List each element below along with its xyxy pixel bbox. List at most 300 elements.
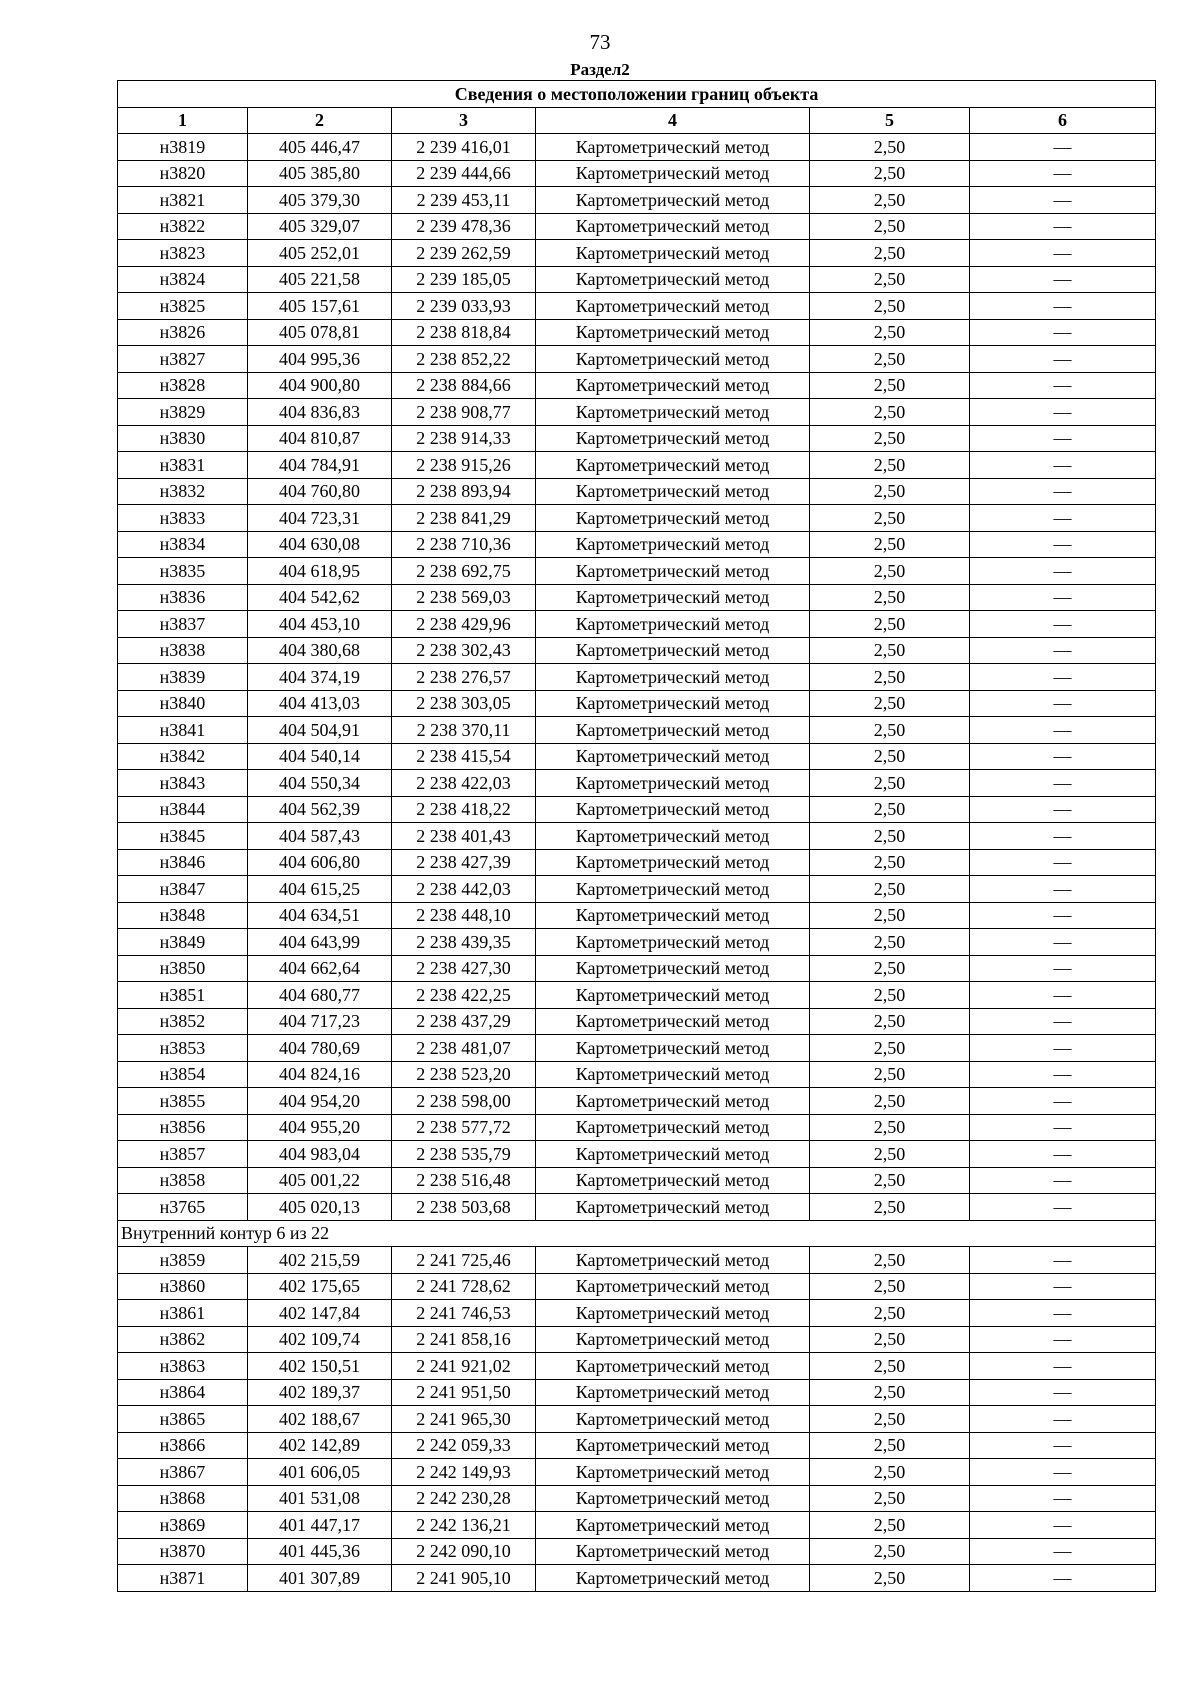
accuracy-cell: 2,50 [810, 1273, 970, 1300]
method-cell: Картометрический метод [536, 1194, 810, 1221]
point-id-cell: н3832 [118, 478, 248, 505]
method-cell: Картометрический метод [536, 902, 810, 929]
x-coordinate-cell: 404 680,77 [248, 982, 392, 1009]
point-id-cell: н3848 [118, 902, 248, 929]
point-id-cell: н3845 [118, 823, 248, 850]
description-cell: — [970, 452, 1156, 479]
table-row [118, 849, 1156, 876]
method-cell: Картометрический метод [536, 664, 810, 691]
y-coordinate-cell: 2 241 921,02 [392, 1353, 536, 1380]
accuracy-cell: 2,50 [810, 743, 970, 770]
description-cell: — [970, 478, 1156, 505]
x-coordinate-cell: 401 445,36 [248, 1538, 392, 1565]
method-cell: Картометрический метод [536, 1247, 810, 1274]
point-id-cell: н3821 [118, 187, 248, 214]
method-cell: Картометрический метод [536, 1379, 810, 1406]
x-coordinate-cell: 404 954,20 [248, 1088, 392, 1115]
point-id-cell: н3830 [118, 425, 248, 452]
table-row [118, 876, 1156, 903]
column-number: 5 [810, 107, 970, 134]
point-id-cell: н3840 [118, 690, 248, 717]
table-row [118, 1512, 1156, 1539]
column-number-row [118, 107, 1156, 134]
y-coordinate-cell: 2 238 884,66 [392, 372, 536, 399]
y-coordinate-cell: 2 239 416,01 [392, 134, 536, 161]
y-coordinate-cell: 2 242 230,28 [392, 1485, 536, 1512]
table-row [118, 637, 1156, 664]
point-id-cell: н3827 [118, 346, 248, 373]
method-cell: Картометрический метод [536, 1061, 810, 1088]
table-row [118, 929, 1156, 956]
accuracy-cell: 2,50 [810, 134, 970, 161]
accuracy-cell: 2,50 [810, 1326, 970, 1353]
point-id-cell: н3870 [118, 1538, 248, 1565]
table-row [118, 160, 1156, 187]
x-coordinate-cell: 404 760,80 [248, 478, 392, 505]
method-cell: Картометрический метод [536, 1167, 810, 1194]
table-row [118, 1194, 1156, 1221]
point-id-cell: н3850 [118, 955, 248, 982]
accuracy-cell: 2,50 [810, 929, 970, 956]
point-id-cell: н3825 [118, 293, 248, 320]
method-cell: Картометрический метод [536, 399, 810, 426]
accuracy-cell: 2,50 [810, 770, 970, 797]
table-row [118, 770, 1156, 797]
accuracy-cell: 2,50 [810, 1406, 970, 1433]
accuracy-cell: 2,50 [810, 478, 970, 505]
description-cell: — [970, 1061, 1156, 1088]
x-coordinate-cell: 404 453,10 [248, 611, 392, 638]
point-id-cell: н3838 [118, 637, 248, 664]
point-id-cell: н3857 [118, 1141, 248, 1168]
x-coordinate-cell: 404 824,16 [248, 1061, 392, 1088]
accuracy-cell: 2,50 [810, 1035, 970, 1062]
accuracy-cell: 2,50 [810, 187, 970, 214]
y-coordinate-cell: 2 238 908,77 [392, 399, 536, 426]
table-row [118, 955, 1156, 982]
column-number: 4 [536, 107, 810, 134]
point-id-cell: н3866 [118, 1432, 248, 1459]
method-cell: Картометрический метод [536, 346, 810, 373]
description-cell: — [970, 1273, 1156, 1300]
table-row [118, 1035, 1156, 1062]
y-coordinate-cell: 2 241 858,16 [392, 1326, 536, 1353]
method-cell: Картометрический метод [536, 1538, 810, 1565]
accuracy-cell: 2,50 [810, 1512, 970, 1539]
table-row [118, 266, 1156, 293]
accuracy-cell: 2,50 [810, 823, 970, 850]
description-cell: — [970, 1194, 1156, 1221]
x-coordinate-cell: 405 078,81 [248, 319, 392, 346]
x-coordinate-cell: 404 643,99 [248, 929, 392, 956]
point-id-cell: н3861 [118, 1300, 248, 1327]
table-row [118, 558, 1156, 585]
description-cell: — [970, 664, 1156, 691]
accuracy-cell: 2,50 [810, 1008, 970, 1035]
x-coordinate-cell: 402 142,89 [248, 1432, 392, 1459]
y-coordinate-cell: 2 238 422,25 [392, 982, 536, 1009]
description-cell: — [970, 558, 1156, 585]
x-coordinate-cell: 405 157,61 [248, 293, 392, 320]
x-coordinate-cell: 401 447,17 [248, 1512, 392, 1539]
y-coordinate-cell: 2 242 136,21 [392, 1512, 536, 1539]
column-number: 1 [118, 107, 248, 134]
table-row [118, 213, 1156, 240]
point-id-cell: н3842 [118, 743, 248, 770]
point-id-cell: н3862 [118, 1326, 248, 1353]
method-cell: Картометрический метод [536, 213, 810, 240]
accuracy-cell: 2,50 [810, 1379, 970, 1406]
x-coordinate-cell: 404 542,62 [248, 584, 392, 611]
accuracy-cell: 2,50 [810, 213, 970, 240]
description-cell: — [970, 1432, 1156, 1459]
point-id-cell: н3859 [118, 1247, 248, 1274]
y-coordinate-cell: 2 238 481,07 [392, 1035, 536, 1062]
table-row [118, 1088, 1156, 1115]
accuracy-cell: 2,50 [810, 319, 970, 346]
table-row [118, 902, 1156, 929]
y-coordinate-cell: 2 238 303,05 [392, 690, 536, 717]
y-coordinate-cell: 2 238 710,36 [392, 531, 536, 558]
method-cell: Картометрический метод [536, 1088, 810, 1115]
x-coordinate-cell: 402 175,65 [248, 1273, 392, 1300]
description-cell: — [970, 531, 1156, 558]
method-cell: Картометрический метод [536, 293, 810, 320]
method-cell: Картометрический метод [536, 425, 810, 452]
table-row [118, 1008, 1156, 1035]
table-row [118, 1141, 1156, 1168]
x-coordinate-cell: 404 780,69 [248, 1035, 392, 1062]
y-coordinate-cell: 2 241 728,62 [392, 1273, 536, 1300]
point-id-cell: н3854 [118, 1061, 248, 1088]
method-cell: Картометрический метод [536, 1459, 810, 1486]
point-id-cell: н3868 [118, 1485, 248, 1512]
method-cell: Картометрический метод [536, 955, 810, 982]
accuracy-cell: 2,50 [810, 1485, 970, 1512]
accuracy-cell: 2,50 [810, 558, 970, 585]
description-cell: — [970, 611, 1156, 638]
x-coordinate-cell: 404 615,25 [248, 876, 392, 903]
point-id-cell: н3871 [118, 1565, 248, 1592]
method-cell: Картометрический метод [536, 1406, 810, 1433]
y-coordinate-cell: 2 239 444,66 [392, 160, 536, 187]
accuracy-cell: 2,50 [810, 584, 970, 611]
description-cell: — [970, 1141, 1156, 1168]
accuracy-cell: 2,50 [810, 1432, 970, 1459]
y-coordinate-cell: 2 238 401,43 [392, 823, 536, 850]
table-row [118, 1061, 1156, 1088]
table-row [118, 1273, 1156, 1300]
description-cell: — [970, 1247, 1156, 1274]
y-coordinate-cell: 2 238 415,54 [392, 743, 536, 770]
x-coordinate-cell: 404 540,14 [248, 743, 392, 770]
x-coordinate-cell: 404 900,80 [248, 372, 392, 399]
description-cell: — [970, 1353, 1156, 1380]
table-row [118, 452, 1156, 479]
y-coordinate-cell: 2 238 569,03 [392, 584, 536, 611]
table-row [118, 425, 1156, 452]
x-coordinate-cell: 404 662,64 [248, 955, 392, 982]
accuracy-cell: 2,50 [810, 876, 970, 903]
method-cell: Картометрический метод [536, 1300, 810, 1327]
table-row [118, 372, 1156, 399]
table-row [118, 1485, 1156, 1512]
y-coordinate-cell: 2 238 841,29 [392, 505, 536, 532]
description-cell: — [970, 134, 1156, 161]
table-row [118, 743, 1156, 770]
description-cell: — [970, 1114, 1156, 1141]
accuracy-cell: 2,50 [810, 1538, 970, 1565]
description-cell: — [970, 902, 1156, 929]
method-cell: Картометрический метод [536, 1326, 810, 1353]
method-cell: Картометрический метод [536, 929, 810, 956]
y-coordinate-cell: 2 238 598,00 [392, 1088, 536, 1115]
y-coordinate-cell: 2 238 429,96 [392, 611, 536, 638]
description-cell: — [970, 160, 1156, 187]
table-row [118, 611, 1156, 638]
x-coordinate-cell: 404 810,87 [248, 425, 392, 452]
y-coordinate-cell: 2 238 422,03 [392, 770, 536, 797]
x-coordinate-cell: 404 836,83 [248, 399, 392, 426]
x-coordinate-cell: 405 221,58 [248, 266, 392, 293]
x-coordinate-cell: 404 413,03 [248, 690, 392, 717]
point-id-cell: н3833 [118, 505, 248, 532]
description-cell: — [970, 1167, 1156, 1194]
y-coordinate-cell: 2 239 478,36 [392, 213, 536, 240]
table-title: Сведения о местоположении границ объекта [118, 81, 1156, 108]
y-coordinate-cell: 2 238 439,35 [392, 929, 536, 956]
table-row [118, 1538, 1156, 1565]
method-cell: Картометрический метод [536, 770, 810, 797]
table-row [118, 531, 1156, 558]
description-cell: — [970, 690, 1156, 717]
y-coordinate-cell: 2 239 262,59 [392, 240, 536, 267]
y-coordinate-cell: 2 238 523,20 [392, 1061, 536, 1088]
accuracy-cell: 2,50 [810, 266, 970, 293]
description-cell: — [970, 1035, 1156, 1062]
table-row [118, 717, 1156, 744]
point-id-cell: н3822 [118, 213, 248, 240]
x-coordinate-cell: 401 606,05 [248, 1459, 392, 1486]
y-coordinate-cell: 2 239 185,05 [392, 266, 536, 293]
point-id-cell: н3864 [118, 1379, 248, 1406]
description-cell: — [970, 849, 1156, 876]
method-cell: Картометрический метод [536, 505, 810, 532]
accuracy-cell: 2,50 [810, 1459, 970, 1486]
x-coordinate-cell: 405 385,80 [248, 160, 392, 187]
accuracy-cell: 2,50 [810, 160, 970, 187]
method-cell: Картометрический метод [536, 240, 810, 267]
description-cell: — [970, 1008, 1156, 1035]
accuracy-cell: 2,50 [810, 1353, 970, 1380]
point-id-cell: н3853 [118, 1035, 248, 1062]
point-id-cell: н3860 [118, 1273, 248, 1300]
x-coordinate-cell: 405 252,01 [248, 240, 392, 267]
description-cell: — [970, 955, 1156, 982]
column-number: 2 [248, 107, 392, 134]
x-coordinate-cell: 404 983,04 [248, 1141, 392, 1168]
method-cell: Картометрический метод [536, 1035, 810, 1062]
point-id-cell: н3855 [118, 1088, 248, 1115]
accuracy-cell: 2,50 [810, 690, 970, 717]
y-coordinate-cell: 2 241 951,50 [392, 1379, 536, 1406]
point-id-cell: н3841 [118, 717, 248, 744]
y-coordinate-cell: 2 238 852,22 [392, 346, 536, 373]
x-coordinate-cell: 404 784,91 [248, 452, 392, 479]
description-cell: — [970, 1406, 1156, 1433]
accuracy-cell: 2,50 [810, 796, 970, 823]
method-cell: Картометрический метод [536, 266, 810, 293]
description-cell: — [970, 425, 1156, 452]
section-title: Раздел2 [570, 60, 630, 79]
method-cell: Картометрический метод [536, 849, 810, 876]
x-coordinate-cell: 404 618,95 [248, 558, 392, 585]
point-id-cell: н3865 [118, 1406, 248, 1433]
method-cell: Картометрический метод [536, 876, 810, 903]
table-row [118, 1565, 1156, 1592]
x-coordinate-cell: 404 995,36 [248, 346, 392, 373]
accuracy-cell: 2,50 [810, 1114, 970, 1141]
y-coordinate-cell: 2 238 692,75 [392, 558, 536, 585]
method-cell: Картометрический метод [536, 743, 810, 770]
y-coordinate-cell: 2 238 893,94 [392, 478, 536, 505]
method-cell: Картометрический метод [536, 611, 810, 638]
point-id-cell: н3839 [118, 664, 248, 691]
accuracy-cell: 2,50 [810, 240, 970, 267]
description-cell: — [970, 1485, 1156, 1512]
method-cell: Картометрический метод [536, 452, 810, 479]
x-coordinate-cell: 404 504,91 [248, 717, 392, 744]
x-coordinate-cell: 402 109,74 [248, 1326, 392, 1353]
table-row [118, 240, 1156, 267]
y-coordinate-cell: 2 238 302,43 [392, 637, 536, 664]
x-coordinate-cell: 404 550,34 [248, 770, 392, 797]
description-cell: — [970, 399, 1156, 426]
description-cell: — [970, 1565, 1156, 1592]
point-id-cell: н3835 [118, 558, 248, 585]
description-cell: — [970, 1088, 1156, 1115]
y-coordinate-cell: 2 238 577,72 [392, 1114, 536, 1141]
table-row [118, 1432, 1156, 1459]
description-cell: — [970, 1326, 1156, 1353]
point-id-cell: н3834 [118, 531, 248, 558]
accuracy-cell: 2,50 [810, 849, 970, 876]
method-cell: Картометрический метод [536, 134, 810, 161]
x-coordinate-cell: 404 562,39 [248, 796, 392, 823]
y-coordinate-cell: 2 238 818,84 [392, 319, 536, 346]
point-id-cell: н3852 [118, 1008, 248, 1035]
method-cell: Картометрический метод [536, 372, 810, 399]
column-number: 6 [970, 107, 1156, 134]
point-id-cell: н3867 [118, 1459, 248, 1486]
x-coordinate-cell: 402 188,67 [248, 1406, 392, 1433]
point-id-cell: н3846 [118, 849, 248, 876]
description-cell: — [970, 584, 1156, 611]
method-cell: Картометрический метод [536, 1141, 810, 1168]
point-id-cell: н3843 [118, 770, 248, 797]
description-cell: — [970, 240, 1156, 267]
point-id-cell: н3844 [118, 796, 248, 823]
accuracy-cell: 2,50 [810, 505, 970, 532]
x-coordinate-cell: 405 020,13 [248, 1194, 392, 1221]
accuracy-cell: 2,50 [810, 902, 970, 929]
y-coordinate-cell: 2 238 535,79 [392, 1141, 536, 1168]
method-cell: Картометрический метод [536, 717, 810, 744]
point-id-cell: н3828 [118, 372, 248, 399]
table-row [118, 134, 1156, 161]
point-id-cell: н3819 [118, 134, 248, 161]
y-coordinate-cell: 2 241 746,53 [392, 1300, 536, 1327]
description-cell: — [970, 293, 1156, 320]
point-id-cell: н3820 [118, 160, 248, 187]
table-row [118, 1459, 1156, 1486]
method-cell: Картометрический метод [536, 478, 810, 505]
table-row [118, 982, 1156, 1009]
y-coordinate-cell: 2 238 503,68 [392, 1194, 536, 1221]
y-coordinate-cell: 2 241 905,10 [392, 1565, 536, 1592]
table-row [118, 796, 1156, 823]
method-cell: Картометрический метод [536, 796, 810, 823]
x-coordinate-cell: 404 374,19 [248, 664, 392, 691]
description-cell: — [970, 637, 1156, 664]
y-coordinate-cell: 2 241 965,30 [392, 1406, 536, 1433]
description-cell: — [970, 823, 1156, 850]
description-cell: — [970, 1379, 1156, 1406]
point-id-cell: н3849 [118, 929, 248, 956]
x-coordinate-cell: 401 531,08 [248, 1485, 392, 1512]
table-row [118, 478, 1156, 505]
method-cell: Картометрический метод [536, 160, 810, 187]
table-row [118, 1353, 1156, 1380]
table-row [118, 187, 1156, 214]
x-coordinate-cell: 404 723,31 [248, 505, 392, 532]
table-row [118, 1300, 1156, 1327]
point-id-cell: н3847 [118, 876, 248, 903]
y-coordinate-cell: 2 238 370,11 [392, 717, 536, 744]
method-cell: Картометрический метод [536, 1114, 810, 1141]
method-cell: Картометрический метод [536, 1353, 810, 1380]
method-cell: Картометрический метод [536, 823, 810, 850]
point-id-cell: н3765 [118, 1194, 248, 1221]
table-row [118, 505, 1156, 532]
point-id-cell: н3829 [118, 399, 248, 426]
y-coordinate-cell: 2 238 442,03 [392, 876, 536, 903]
y-coordinate-cell: 2 238 418,22 [392, 796, 536, 823]
table-row [118, 1406, 1156, 1433]
method-cell: Картометрический метод [536, 531, 810, 558]
x-coordinate-cell: 405 329,07 [248, 213, 392, 240]
method-cell: Картометрический метод [536, 637, 810, 664]
description-cell: — [970, 266, 1156, 293]
x-coordinate-cell: 405 446,47 [248, 134, 392, 161]
y-coordinate-cell: 2 241 725,46 [392, 1247, 536, 1274]
x-coordinate-cell: 402 215,59 [248, 1247, 392, 1274]
y-coordinate-cell: 2 242 090,10 [392, 1538, 536, 1565]
accuracy-cell: 2,50 [810, 372, 970, 399]
method-cell: Картометрический метод [536, 1512, 810, 1539]
accuracy-cell: 2,50 [810, 1194, 970, 1221]
description-cell: — [970, 372, 1156, 399]
y-coordinate-cell: 2 242 059,33 [392, 1432, 536, 1459]
accuracy-cell: 2,50 [810, 955, 970, 982]
accuracy-cell: 2,50 [810, 611, 970, 638]
point-id-cell: н3823 [118, 240, 248, 267]
table-row [118, 584, 1156, 611]
method-cell: Картометрический метод [536, 1432, 810, 1459]
x-coordinate-cell: 405 001,22 [248, 1167, 392, 1194]
description-cell: — [970, 1459, 1156, 1486]
point-id-cell: н3826 [118, 319, 248, 346]
